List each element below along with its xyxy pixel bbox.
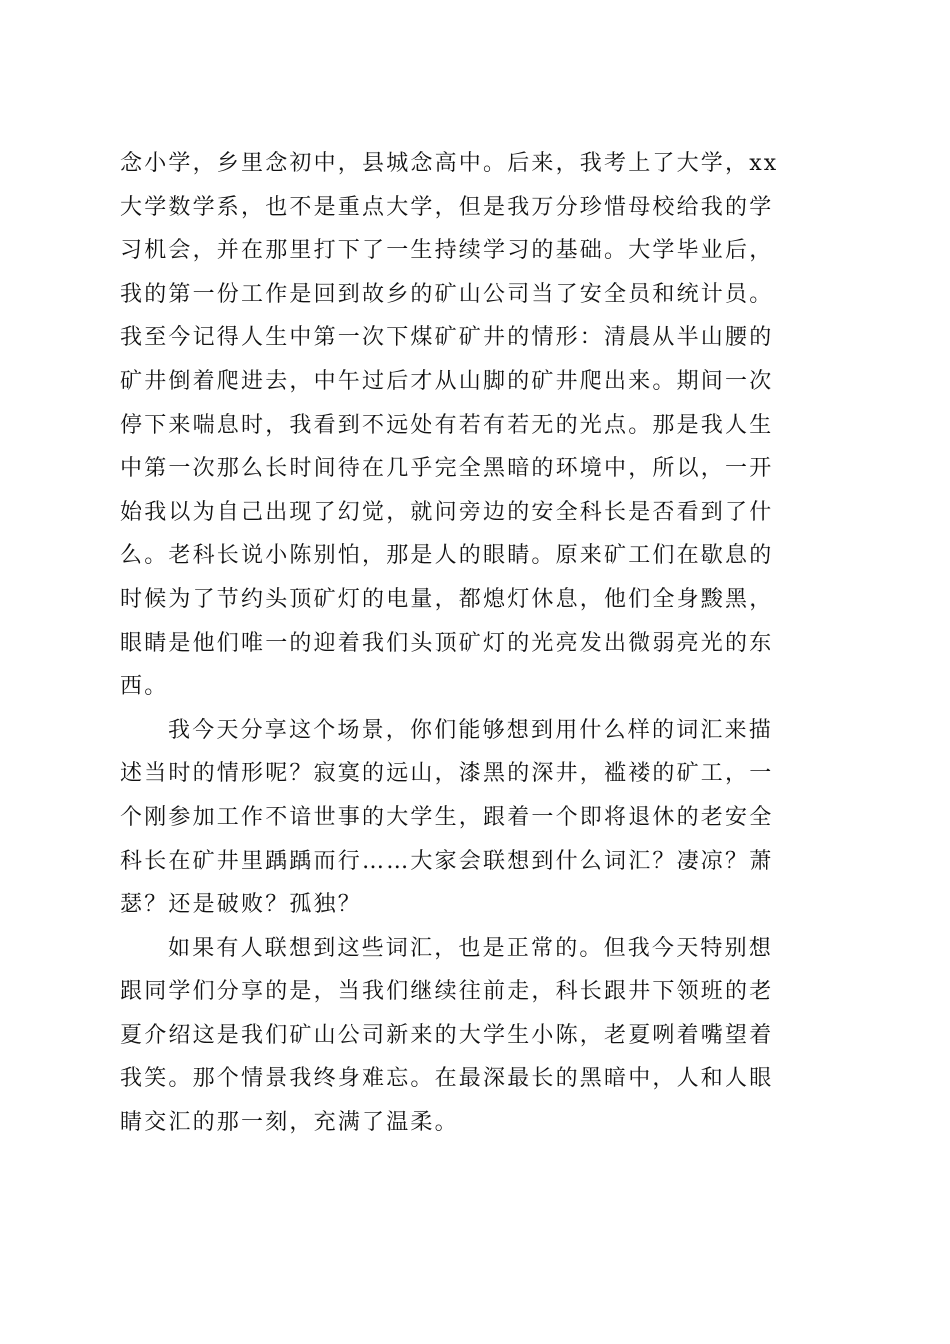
text-line: 述当时的情形呢？寂寞的远山，漆黑的深井，褴褛的矿工，一 bbox=[120, 761, 774, 787]
text-line: 科长在矿井里踽踽而行……大家会联想到什么词汇？凄凉？萧 bbox=[120, 848, 774, 874]
text-line: 我的第一份工作是回到故乡的矿山公司当了安全员和统计员。 bbox=[120, 281, 774, 307]
text-line: 如果有人联想到这些词汇，也是正常的。但我今天特别想 bbox=[168, 935, 774, 961]
text-line: 习机会，并在那里打下了一生持续学习的基础。大学毕业后， bbox=[120, 238, 774, 264]
text-line: 大学数学系，也不是重点大学，但是我万分珍惜母校给我的学 bbox=[120, 194, 774, 220]
text-line: 夏介绍这是我们矿山公司新来的大学生小陈，老夏咧着嘴望着 bbox=[120, 1022, 774, 1048]
text-line: 我至今记得人生中第一次下煤矿矿井的情形：清晨从半山腰的 bbox=[120, 325, 774, 351]
paragraph-3 bbox=[120, 927, 834, 1145]
paragraph-1 bbox=[120, 142, 834, 709]
text-line: 念小学，乡里念初中，县城念高中。后来，我考上了大学，xx bbox=[120, 151, 779, 176]
text-line: 时候为了节约头顶矿灯的电量，都熄灯休息，他们全身黢黑， bbox=[120, 586, 774, 612]
text-line: 矿井倒着爬进去，中午过后才从山脚的矿井爬出来。期间一次 bbox=[120, 368, 774, 394]
text-line: 中第一次那么长时间待在几乎完全黑暗的环境中，所以，一开 bbox=[120, 456, 774, 482]
text-line: 西。 bbox=[120, 674, 169, 700]
text-line: 睛交汇的那一刻，充满了温柔。 bbox=[120, 1110, 459, 1136]
paragraph-2 bbox=[120, 709, 834, 927]
text-line: 个刚参加工作不谙世事的大学生，跟着一个即将退休的老安全 bbox=[120, 804, 774, 830]
text-line: 眼睛是他们唯一的迎着我们头顶矿灯的光亮发出微弱亮光的东 bbox=[120, 630, 774, 656]
text-line: 我今天分享这个场景，你们能够想到用什么样的词汇来描 bbox=[168, 717, 774, 743]
text-line: 瑟？还是破败？孤独？ bbox=[120, 892, 363, 918]
text-line: 停下来喘息时，我看到不远处有若有若无的光点。那是我人生 bbox=[120, 412, 774, 438]
text-line: 跟同学们分享的是，当我们继续往前走，科长跟井下领班的老 bbox=[120, 979, 774, 1005]
text-line: 始我以为自己出现了幻觉，就问旁边的安全科长是否看到了什 bbox=[120, 499, 774, 525]
text-line: 么。老科长说小陈别怕，那是人的眼睛。原来矿工们在歇息的 bbox=[120, 543, 774, 569]
text-line: 我笑。那个情景我终身难忘。在最深最长的黑暗中，人和人眼 bbox=[120, 1066, 774, 1092]
document-body bbox=[120, 142, 834, 1145]
